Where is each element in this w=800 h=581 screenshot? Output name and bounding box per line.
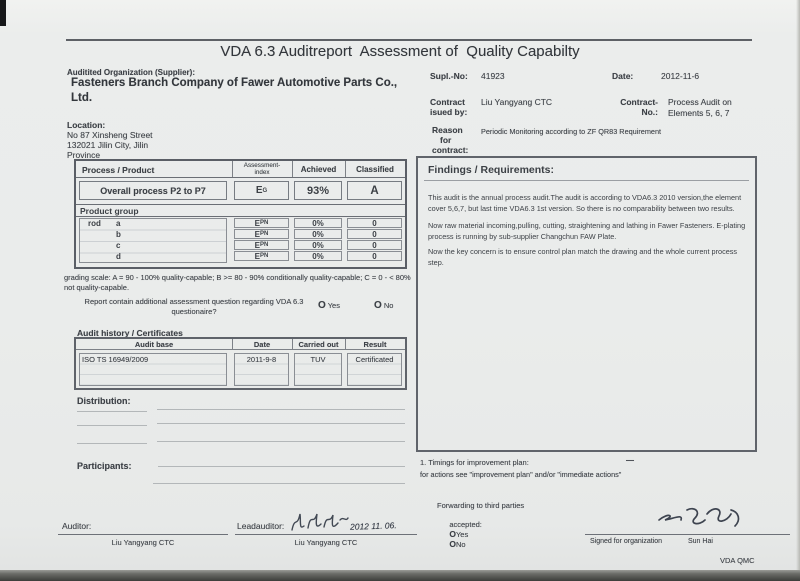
col-classified: Classified xyxy=(356,165,394,174)
auditor-signature-line[interactable] xyxy=(58,534,228,535)
product-group-band: Product group xyxy=(76,204,405,217)
row-letter: d xyxy=(116,252,121,261)
radio-circle-icon[interactable]: O xyxy=(449,539,456,549)
hist-carried-out-value: TUV xyxy=(310,355,326,364)
hist-col-audit-base: Audit base xyxy=(134,340,174,349)
radio-circle-icon[interactable]: O xyxy=(449,529,456,539)
hist-date-value: 2011-9-8 xyxy=(246,355,277,364)
supl-no-label: Supl.-No: xyxy=(430,71,468,81)
row-achieved: 0% xyxy=(312,240,324,250)
findings-paragraph-1: This audit is the annual process audit.The audit is according to VDA6.3 2010 version,the element cover 5,6,7, but last time VDA6.3 1st version. So there is no comparability between two results. xyxy=(428,193,742,214)
distribution-line-long[interactable] xyxy=(157,423,405,424)
contract-by-label-line1: Contract xyxy=(430,97,465,107)
questionnaire-radio-no[interactable] xyxy=(374,300,393,311)
supplier-label: Auditited Organization (Supplier): xyxy=(67,68,195,77)
audit-history-title: Audit history / Certificates xyxy=(77,328,183,338)
hist-audit-base-value: ISO TS 16949/2009 xyxy=(82,355,149,364)
assessment-table xyxy=(74,159,407,269)
grading-scale-note: grading scale: A = 90 - 100% quality-capable; B >= 80 - 90% conditionally quality-capable; C = 0 - < 80% not quality-capable. xyxy=(64,273,411,293)
organization-signature-scribble xyxy=(655,502,747,534)
row-letter: a xyxy=(116,219,121,228)
row-classified: 0 xyxy=(372,240,377,250)
hist-result-value: Certificated xyxy=(355,355,394,364)
overall-achieved: 93% xyxy=(306,184,330,197)
overall-index: E xyxy=(255,185,263,196)
findings-paragraph-2: Now raw material incoming,pulling, cutting, straightening and lathing in Fawer Fasteners. E-plating process is running by sub-supplier Changchun FAW Plate. xyxy=(428,221,746,242)
yes-label: Yes xyxy=(327,301,340,310)
overall-index-sub: G xyxy=(262,187,268,194)
organization-signature-line[interactable] xyxy=(585,534,790,535)
reason-label-line2: for xyxy=(440,135,452,145)
supplier-name-line1: Fasteners Branch Company of Fawer Automotive Parts Co., xyxy=(71,77,398,89)
participants-line[interactable] xyxy=(158,466,405,467)
row-prefix: rod xyxy=(88,219,101,228)
findings-title-rule xyxy=(424,180,749,181)
row-index-sub: PN xyxy=(260,253,269,259)
signed-name: Sun Hai xyxy=(688,538,713,545)
auditor-label: Auditor: xyxy=(62,521,92,531)
contract-by-label-line2: isued by: xyxy=(430,107,468,117)
hist-cell-carried-out xyxy=(294,353,342,386)
date-label: Date: xyxy=(612,71,634,81)
row-index-sub: PN xyxy=(260,231,269,237)
leadauditor-handwritten-date: 2012 11. 06. xyxy=(349,520,397,532)
row-index-sub: PN xyxy=(260,242,269,248)
participants-line[interactable] xyxy=(153,483,405,484)
row-classified: 0 xyxy=(372,218,377,228)
hist-col-date: Date xyxy=(253,340,271,349)
assessment-table-header xyxy=(76,161,405,178)
hist-col-result: Result xyxy=(363,340,387,349)
contract-no-label-line1: Contract- xyxy=(620,97,658,107)
row-letter: b xyxy=(116,230,121,239)
audit-history-header xyxy=(76,339,405,350)
form-footer-code: VDA QMC xyxy=(720,556,755,565)
address-line1: No 87 Xinsheng Street xyxy=(67,130,153,140)
hist-cell-audit-base xyxy=(79,353,227,386)
contract-no-label-line2: No.: xyxy=(641,107,658,117)
findings-title: Findings / Requirements: xyxy=(428,164,555,176)
supplier-name-line2: Ltd. xyxy=(71,92,93,104)
col-assessment-index-line1: Assessment- xyxy=(243,162,281,169)
forwarding-no-label: No xyxy=(455,540,466,549)
date-value: 2012-11-6 xyxy=(661,71,700,81)
contract-by-value: Liu Yangyang CTC xyxy=(481,97,553,107)
col-assessment-index-line2: index xyxy=(254,169,270,176)
questionnaire-radio-yes[interactable] xyxy=(318,300,340,311)
auditor-name: Liu Yangyang CTC xyxy=(111,538,175,547)
radio-circle-icon[interactable]: O xyxy=(318,300,326,311)
contract-no-value: Process Audit on Elements 5, 6, 7 xyxy=(668,97,732,118)
col-process-product: Process / Product xyxy=(82,165,155,175)
overall-process-row xyxy=(76,178,405,204)
distribution-line-short[interactable] xyxy=(77,411,147,412)
row-letter: c xyxy=(116,241,121,250)
col-achieved: Achieved xyxy=(300,165,337,174)
leadauditor-name: Liu Yangyang CTC xyxy=(294,538,358,547)
timing-dash: — xyxy=(626,456,634,465)
distribution-label: Distribution: xyxy=(77,396,131,406)
supl-no-value: 41923 xyxy=(481,71,505,81)
findings-paragraph-3: Now the key concern is to ensure control plan match the drawing and the whole current process step. xyxy=(428,247,738,268)
overall-process-label: Overall process P2 to P7 xyxy=(100,185,206,196)
row-index: E xyxy=(254,229,260,239)
row-achieved: 0% xyxy=(312,218,324,228)
distribution-line-short[interactable] xyxy=(77,443,147,444)
distribution-line-long[interactable] xyxy=(157,409,405,410)
location-label: Location: xyxy=(67,120,106,130)
page-title: VDA 6.3 Auditreport Assessment of Quality Capabilty xyxy=(220,43,580,60)
no-label: No xyxy=(383,301,394,310)
reason-value: Periodic Monitoring according to ZF QR83 Requirement xyxy=(481,127,662,136)
product-group-rows xyxy=(76,217,405,265)
row-achieved: 0% xyxy=(312,229,324,239)
scan-bottom-edge xyxy=(0,570,800,581)
hist-col-carried-out: Carried out xyxy=(298,340,339,349)
forwarding-line1: Forwarding to third parties xyxy=(437,501,525,510)
hist-cell-date xyxy=(234,353,289,386)
distribution-line-long[interactable] xyxy=(157,441,405,442)
product-labels-box xyxy=(79,218,227,263)
row-index-sub: PN xyxy=(260,220,269,226)
timing-line1: 1. Timings for improvement plan: xyxy=(420,458,529,467)
leadauditor-signature-scribble xyxy=(288,508,350,536)
row-index: E xyxy=(254,240,260,250)
row-classified: 0 xyxy=(372,229,377,239)
address-line3: Province xyxy=(67,150,101,160)
radio-circle-icon[interactable]: O xyxy=(374,300,382,311)
top-rule xyxy=(66,39,752,41)
scan-right-edge xyxy=(796,0,800,570)
forwarding-line2 xyxy=(441,511,482,558)
reason-label-line1: Reason xyxy=(432,125,463,135)
participants-label: Participants: xyxy=(77,461,132,471)
row-index: E xyxy=(254,218,260,228)
address-line2: 132021 Jilin City, Jilin xyxy=(67,140,149,150)
timing-line2: for actions see "improvement plan" and/or "immediate actions" xyxy=(420,470,622,479)
row-index: E xyxy=(254,251,260,261)
scan-corner-mark xyxy=(0,0,6,26)
forwarding-accepted-label: accepted: xyxy=(449,520,482,529)
row-achieved: 0% xyxy=(312,251,324,261)
reason-label-line3: contract: xyxy=(432,145,469,155)
hist-cell-result xyxy=(347,353,402,386)
row-classified: 0 xyxy=(372,251,377,261)
forwarding-yes-label: Yes xyxy=(455,530,469,539)
overall-classified: A xyxy=(370,184,379,197)
findings-box xyxy=(416,156,757,452)
leadauditor-signature-line[interactable] xyxy=(235,534,417,535)
distribution-line-short[interactable] xyxy=(77,425,147,426)
leadauditor-label: Leadauditor: xyxy=(237,521,285,531)
audit-history-table xyxy=(74,337,407,390)
signed-for-organization-label: Signed for organization xyxy=(590,538,662,545)
questionnaire-text: Report contain additional assessment question regarding VDA 6.3 questionaire? xyxy=(84,297,304,317)
